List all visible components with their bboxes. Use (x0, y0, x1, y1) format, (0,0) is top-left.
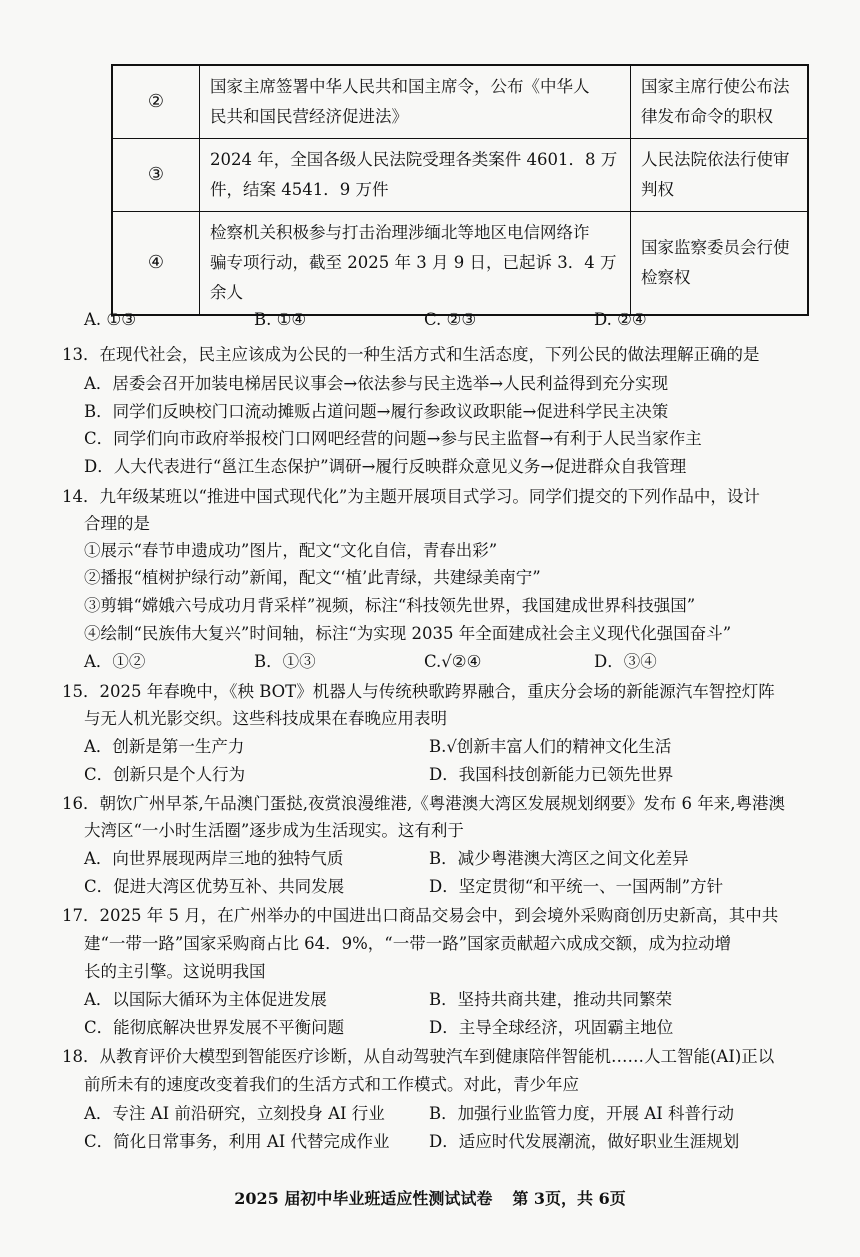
q13-option-c[interactable]: C．同学们向市政府举报校门口网吧经营的问题→参与民主监督→有利于人民当家作主 (84, 429, 702, 448)
q16-stem-cont: 大湾区“一小时生活圈”逐步成为生活现实。这有利于 (84, 821, 464, 840)
row-number: ③ (112, 139, 200, 212)
row-judgement: 人民法院依法行使审 判权 (631, 139, 809, 212)
option-c[interactable]: C．创新只是个人行为 (84, 765, 246, 784)
option-b[interactable]: B.√创新丰富人们的精神文化生活 (429, 737, 672, 756)
row-judgement: 国家主席行使公布法 律发布命令的职权 (631, 65, 809, 139)
option-c[interactable]: C．促进大湾区优势互补、共同发展 (84, 877, 345, 896)
option-b[interactable]: B．减少粤港澳大湾区之间文化差异 (429, 849, 689, 868)
q18-options-ab (84, 1100, 774, 1124)
option-b[interactable]: B．①③ (254, 652, 316, 671)
q14-options (84, 648, 764, 672)
row-description: 检察机关积极参与打击治理涉缅北等地区电信网络诈 骗专项行动，截至 2025 年 3 月 9 日，已起诉 3．4 万 余人 (200, 212, 631, 316)
option-a[interactable]: A．以国际大循环为主体促进发展 (84, 990, 327, 1009)
row-number: ② (112, 65, 200, 139)
table-row (112, 139, 808, 212)
option-d[interactable]: D．适应时代发展潮流，做好职业生涯规划 (429, 1132, 740, 1151)
q15-options-ab (84, 733, 774, 757)
q18-stem-cont: 前所未有的速度改变着我们的生活方式和工作模式。对此，青少年应 (84, 1075, 579, 1094)
option-d[interactable]: D. ②④ (594, 310, 647, 329)
option-c[interactable]: C.√②④ (424, 652, 482, 671)
q12-options (84, 310, 764, 329)
q14-stem: 14．九年级某班以“推进中国式现代化”为主题开展项目式学习。同学们提交的下列作品中，设计 (62, 487, 760, 506)
option-b[interactable]: B．坚持共商共建，推动共同繁荣 (429, 990, 673, 1009)
q16-stem: 16．朝饮广州早茶,午品澳门蛋挞,夜赏浪漫维港,《粤港澳大湾区发展规划纲要》发布 6 年来,粤港澳 (62, 794, 785, 813)
q15-stem-cont: 与无人机光影交织。这些科技成果在春晚应用表明 (84, 709, 447, 728)
q16-options-cd (84, 873, 774, 897)
q15-stem: 15．2025 年春晚中，《秧 BOT》机器人与传统秧歌跨界融合，重庆分会场的新能源汽车智控灯阵 (62, 682, 775, 701)
option-a[interactable]: A．创新是第一生产力 (84, 737, 245, 756)
option-b[interactable]: B．加强行业监管力度，开展 AI 科普行动 (429, 1104, 735, 1123)
option-a[interactable]: A．向世界展现两岸三地的独特气质 (84, 849, 344, 868)
option-a[interactable]: A. ①③ (84, 310, 136, 329)
q14-stem-cont: 合理的是 (84, 514, 150, 533)
row-judgement: 国家监察委员会行使 检察权 (631, 212, 809, 316)
table-row (112, 65, 808, 139)
page-number: 第 3页，共 6页 (512, 1189, 626, 1208)
table-row (112, 212, 808, 316)
page-footer (0, 1186, 860, 1209)
option-d[interactable]: D．主导全球经济，巩固霸主地位 (429, 1018, 674, 1037)
q16-options-ab (84, 845, 774, 869)
option-d[interactable]: D．我国科技创新能力已领先世界 (429, 765, 674, 784)
row-number: ④ (112, 212, 200, 316)
q17-stem-cont: 建“一带一路”国家采购商占比 64．9%，“一带一路”国家贡献超六成成交额，成为拉动增 (84, 934, 732, 953)
q14-item-4: ④绘制“民族伟大复兴”时间轴，标注“为实现 2035 年全面建成社会主义现代化强国奋斗” (84, 624, 732, 643)
q18-options-cd (84, 1128, 774, 1152)
q12-table (111, 64, 809, 316)
q13-stem: 13．在现代社会，民主应该成为公民的一种生活方式和生活态度，下列公民的做法理解正确的是 (62, 345, 760, 364)
q14-item-1: ①展示“春节申遗成功”图片，配文“文化自信，青春出彩” (84, 541, 498, 560)
q14-item-3: ③剪辑“嫦娥六号成功月背采样”视频，标注“科技领先世界，我国建成世界科技强国” (84, 596, 696, 615)
option-a[interactable]: A．①② (84, 652, 146, 671)
option-d[interactable]: D．③④ (594, 652, 657, 671)
option-b[interactable]: B. ①④ (254, 310, 307, 329)
exam-title: 2025 届初中毕业班适应性测试试卷 (234, 1189, 493, 1208)
q13-option-b[interactable]: B．同学们反映校门口流动摊贩占道问题→履行参政议政职能→促进科学民主决策 (84, 402, 669, 421)
q14-item-2: ②播报“植树护绿行动”新闻，配文“‘植’此青绿，共建绿美南宁” (84, 568, 541, 587)
option-c[interactable]: C．能彻底解决世界发展不平衡问题 (84, 1018, 345, 1037)
row-description: 国家主席签署中华人民共和国主席令，公布《中华人 民共和国民营经济促进法》 (200, 65, 631, 139)
row-description: 2024 年，全国各级人民法院受理各类案件 4601．8 万 件，结案 4541．9 万件 (200, 139, 631, 212)
q13-option-a[interactable]: A．居委会召开加装电梯居民议事会→依法参与民主选举→人民利益得到充分实现 (84, 374, 669, 393)
q15-options-cd (84, 761, 774, 785)
option-d[interactable]: D．坚定贯彻“和平统一、一国两制”方针 (429, 877, 724, 896)
q17-options-cd (84, 1014, 774, 1038)
q13-option-d[interactable]: D．人大代表进行“邕江生态保护”调研→履行反映群众意见义务→促进群众自我管理 (84, 457, 687, 476)
q17-stem: 17．2025 年 5 月，在广州举办的中国进出口商品交易会中，到会境外采购商创历史新高，其中共 (62, 906, 779, 925)
option-c[interactable]: C．简化日常事务，利用 AI 代替完成作业 (84, 1132, 390, 1151)
option-a[interactable]: A．专注 AI 前沿研究，立刻投身 AI 行业 (84, 1104, 385, 1123)
q17-options-ab (84, 986, 774, 1010)
q18-stem: 18．从教育评价大模型到智能医疗诊断，从自动驾驶汽车到健康陪伴智能机……人工智能(AI)正以 (62, 1047, 775, 1066)
q17-stem-cont2: 长的主引擎。这说明我国 (84, 962, 266, 981)
option-c[interactable]: C. ②③ (424, 310, 477, 329)
